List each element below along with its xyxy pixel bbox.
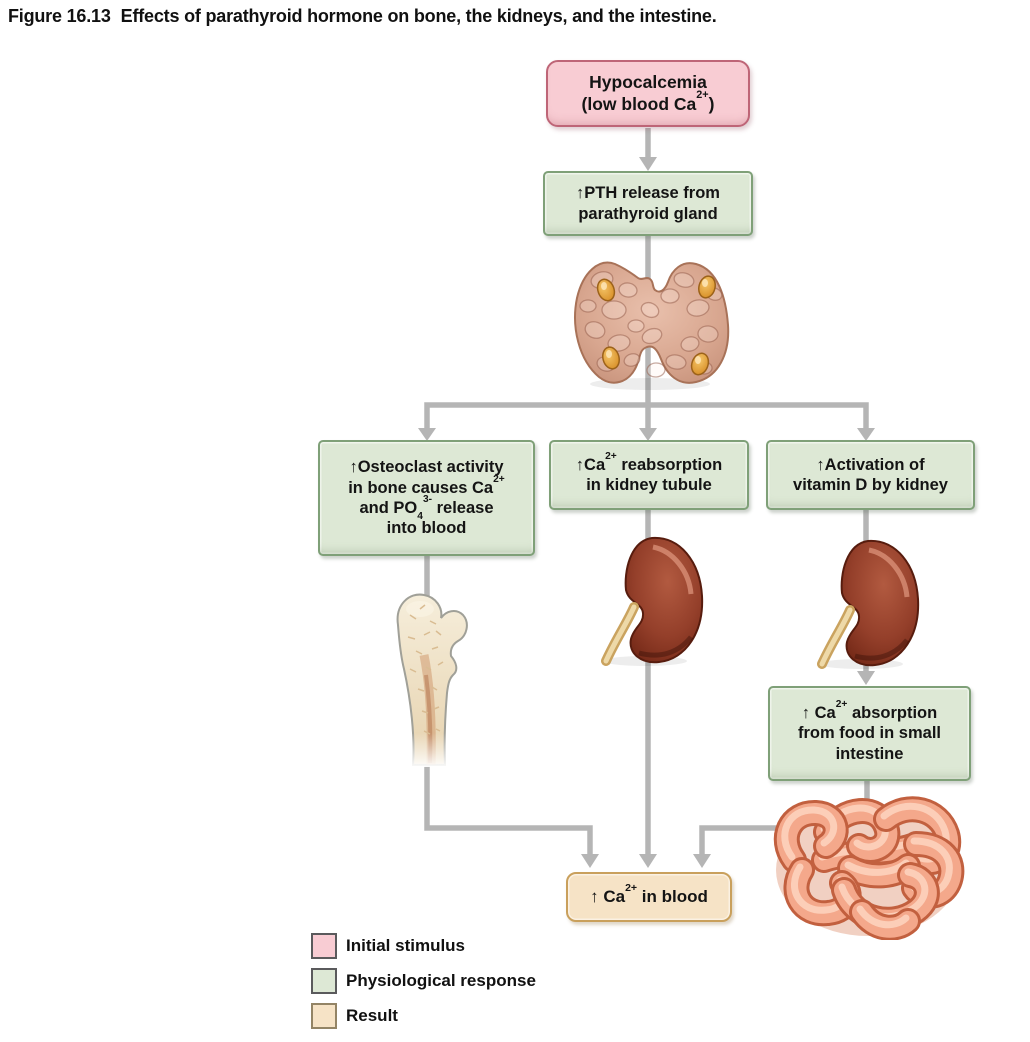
- box-text-line: Hypocalcemia: [589, 71, 707, 92]
- kidney-illustration-middle: [585, 531, 711, 667]
- box-text-line: ↑Osteoclast activity: [349, 458, 504, 477]
- box-text-line: into blood: [386, 519, 467, 538]
- pth-release-box: [543, 171, 753, 236]
- arrowhead: [857, 671, 875, 685]
- box-text-line: ↑ $Ca^{2+}$ absorption: [801, 699, 938, 722]
- figure-number: Figure 16.13: [8, 6, 111, 26]
- box-text-line: (low blood $Ca^{2+}$): [581, 89, 715, 114]
- box-text-line: in bone causes $Ca^{2+}$: [348, 473, 505, 497]
- legend-row-physiological-response: [311, 968, 536, 994]
- arrowhead: [693, 854, 711, 868]
- vitamin-d-activation-box: [766, 440, 975, 510]
- box-text-line: and $PO_4^{3-}$ release: [359, 494, 494, 523]
- kidney-illustration-right: [801, 534, 927, 670]
- bone-illustration: [380, 585, 472, 767]
- box-text-line: intestine: [835, 744, 904, 763]
- box-text-line: ↑Activation of: [816, 455, 925, 474]
- box-text-line: ↑ $Ca^{2+}$ in blood: [590, 882, 708, 907]
- hypocalcemia-box: [546, 60, 750, 127]
- box-text-line: in kidney tubule: [586, 476, 712, 494]
- response-color-swatch: [311, 968, 337, 994]
- ca-absorption-box: [768, 686, 971, 781]
- kidney-body: [842, 541, 919, 665]
- intestine-illustration: [766, 792, 970, 940]
- legend-label: Initial stimulus: [346, 936, 466, 955]
- stimulus-color-swatch: [311, 933, 337, 959]
- parathyroid-gland-illustration: [562, 248, 738, 392]
- box-text-line: parathyroid gland: [578, 204, 718, 223]
- legend-label: Physiological response: [346, 971, 536, 990]
- kidney-body: [626, 538, 703, 662]
- intestine-coils: [785, 806, 952, 928]
- legend-label: Result: [346, 1006, 398, 1025]
- arrowhead: [639, 157, 657, 171]
- box-text-line: vitamin D by kidney: [793, 476, 948, 494]
- box-text-line: ↑PTH release from: [576, 184, 720, 203]
- legend-row-initial-stimulus: [311, 933, 465, 959]
- ca-in-blood-result-box: [566, 872, 732, 922]
- arrowhead: [581, 854, 599, 868]
- osteoclast-activity-box: [318, 440, 535, 556]
- ca-reabsorption-box: [549, 440, 749, 510]
- result-color-swatch: [311, 1003, 337, 1029]
- box-text-line: $↑Ca^{2+}$ reabsorption: [575, 450, 723, 474]
- arrowhead: [639, 854, 657, 868]
- legend-row-result: [311, 1003, 398, 1029]
- figure-caption: Effects of parathyroid hormone on bone, the kidneys, and the intestine.: [120, 6, 717, 26]
- box-text-line: from food in small: [797, 724, 941, 743]
